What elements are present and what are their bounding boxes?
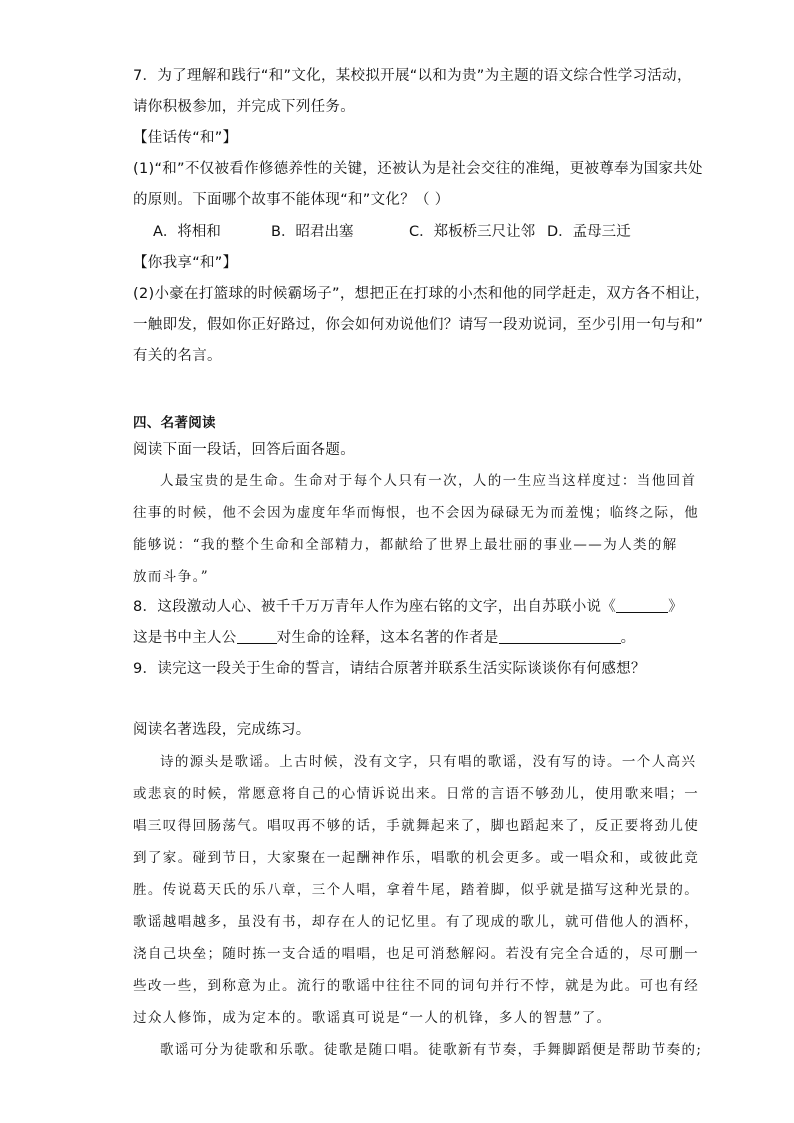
q8-text-b: 》 [668,599,683,615]
passage-2-line-8: 些改一些，到称意为止。流行的歌谣中往往不同的词句并行不悖，就是为此。可也有经 [133,978,700,994]
q7-sub2-line-3: 有关的名言。 [133,348,222,364]
q7-sub2-line-2: 一触即发，假如你正好路过，你会如何劝说他们？请写一段劝说词，至少引用一句与和” [133,317,704,333]
q8-text-c: 这是书中主人公 [133,630,237,646]
q8-line-1 [133,597,683,617]
passage-2-line-9: 过众人修饰，成为定本的。歌谣真可说是“一人的机锋，多人的智慧”了。 [133,1010,612,1026]
q7-sub1-line-2: 的原则。下面哪个故事不能体现“和”文化？（ ） [133,192,450,208]
option-c[interactable]: C．郑板桥三尺让邻 [409,224,536,240]
passage-2-line-3: 唱三叹得回肠荡气。唱叹再不够的话，手就舞起来了，脚也蹈起来了，反正要将劲儿使 [133,818,700,834]
passage-1-line-4: 放而斗争。” [133,569,210,585]
passage-2-line-2: 或悲哀的时候，常愿意将自己的心情诉说出来。日常的言语不够劲儿，使用歌来唱；一 [133,786,700,802]
q9-line: 9．读完这一段关于生命的誓言，请结合原著并联系生活实际谈谈你有何感想？ [133,661,646,677]
q7-sub2-line-1: (2)小豪在打篮球的时候霸场子”，想把正在打球的小杰和他的同学赶走，双方各不相让， [133,286,710,302]
q8-blank-author[interactable] [499,629,621,644]
option-d[interactable]: D．孟母三迁 [547,224,631,240]
passage-2-line-6: 歌谣越唱越多，虽没有书，却存在人的记忆里。有了现成的歌儿，就可借他人的酒杯， [133,914,700,930]
passage-1-line-2: 往事的时候，他不会因为虚度年华而悔恨，也不会因为碌碌无为而羞愧；临终之际，他 [133,505,700,521]
passage-1-line-1: 人最宝贵的是生命。生命对于每个人只有一次，人的一生应当这样度过：当他回首 [160,473,697,489]
passage-2-line-5: 胜。传说葛天氏的乐八章，三个人唱，拿着牛尾，踏着脚，似乎就是描写这种光景的。 [133,882,700,898]
q8-line-2 [133,628,635,648]
q7-sub2-title: 【你我享“和”】 [133,255,238,271]
section-4-title: 四、名著阅读 [133,415,216,431]
passage-2-line-10: 歌谣可分为徒歌和乐歌。徒歌是随口唱。徒歌新有节奏，手舞脚蹈便是帮助节奏的; [160,1042,703,1058]
section-5-intro: 阅读名著选段，完成练习。 [133,722,311,738]
q7-stem-line-2: 请你积极参加，并完成下列任务。 [133,99,355,115]
q8-text-a: 8．这段激动人心、被千千万万青年人作为座右铭的文字，出自苏联小说《 [133,599,617,615]
q7-sub1-line-1: (1)“和”不仅被看作修德养性的关键，还被认为是社会交往的准绳，更被尊奉为国家共处 [133,161,703,177]
q8-blank-book-title[interactable] [616,598,668,613]
passage-2-line-1: 诗的源头是歌谣。上古时候，没有文字，只有唱的歌谣，没有写的诗。一个人高兴 [160,754,697,770]
option-a[interactable]: A．将相和 [153,224,221,240]
passage-2-line-4: 到了家。碰到节日，大家聚在一起酬神作乐，唱歌的机会更多。或一唱众和，或彼此竞 [133,850,700,866]
option-b[interactable]: B．昭君出塞 [271,224,354,240]
q7-stem-line-1: 7．为了理解和践行“和”文化，某校拟开展“以和为贵”为主题的语文综合性学习活动， [133,68,692,84]
passage-2-line-7: 浇自己块垒；随时拣一支合适的唱唱，也足可消愁解闷。若没有完全合适的，尽可删一 [133,946,700,962]
q8-text-d: 对生命的诠释，这本名著的作者是 [276,630,499,646]
q7-sub1-title: 【佳话传“和”】 [133,130,238,146]
q8-blank-protagonist[interactable] [237,629,277,644]
section-4-intro: 阅读下面一段话，回答后面各题。 [133,442,355,458]
q8-text-e: 。 [620,630,636,646]
passage-1-line-3: 能够说：“我的整个生命和全部精力，都献给了世界上最壮丽的事业——为人类的解 [133,537,678,553]
